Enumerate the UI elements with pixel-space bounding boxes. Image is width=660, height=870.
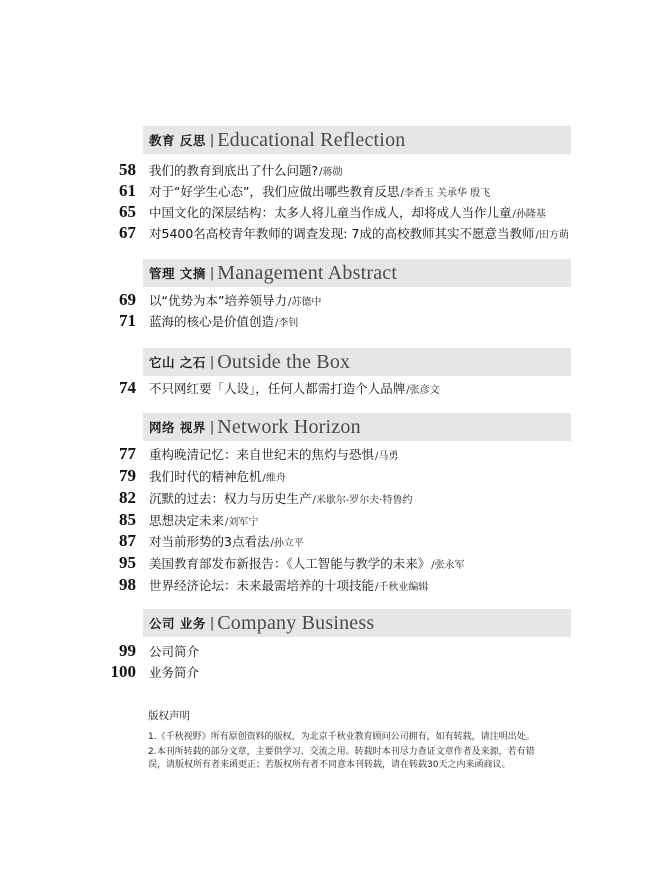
section-header-educational-reflection bbox=[143, 126, 571, 154]
article-title: 思想决定未来 bbox=[149, 513, 225, 528]
article-title: 美国教育部发布新报告：《人工智能与教学的未来》 bbox=[149, 556, 431, 571]
toc-entry[interactable] bbox=[100, 377, 440, 399]
article-title: 重构晚清记忆：来自世纪末的焦灼与恐惧 bbox=[149, 447, 375, 462]
section-header-outside-the-box bbox=[143, 348, 571, 376]
article-author: /米歇尔-罗尔夫·特鲁约 bbox=[312, 494, 413, 506]
article-title: 中国文化的深层结构：太多人将儿童当作成人，却将成人当作儿童 bbox=[149, 205, 512, 220]
article-author: /苏德中 bbox=[287, 296, 322, 308]
page-number: 74 bbox=[119, 378, 136, 397]
toc-entry[interactable] bbox=[100, 289, 321, 311]
page-number: 98 bbox=[119, 575, 136, 594]
article-title: 以“优势为本”培养领导力 bbox=[149, 293, 287, 308]
copyright-title: 版权声明 bbox=[148, 710, 190, 722]
article-title: 公司简介 bbox=[149, 644, 200, 659]
section-header-company-business bbox=[143, 609, 571, 637]
section-header-management-abstract bbox=[143, 259, 571, 287]
toc-entry[interactable] bbox=[100, 443, 398, 465]
article-author: /刘军宁 bbox=[225, 516, 259, 528]
article-title: 蓝海的核心是价值创造 bbox=[149, 314, 275, 329]
section-title-en: Network Horizon bbox=[217, 415, 361, 438]
article-author: /孙隆基 bbox=[512, 208, 546, 220]
copyright-item: 2.本刊所转载的部分文章，主要供学习、交流之用。转载时本刊尽力查证文章作者及来源，若有错误，请版权所有者来函更正；若版权所有者不同意本刊转载，请在转载30天之内来函商议。 bbox=[148, 747, 535, 770]
toc-entry[interactable] bbox=[100, 509, 258, 531]
section-title-cn: 公司 业务 bbox=[149, 616, 206, 631]
page-number: 82 bbox=[119, 488, 136, 507]
page-number: 65 bbox=[119, 202, 136, 221]
article-author: /孙立平 bbox=[270, 537, 304, 549]
article-author: /李香玉 关承华 殷飞 bbox=[400, 187, 491, 199]
page-number: 85 bbox=[119, 510, 136, 529]
toc-entry[interactable] bbox=[100, 222, 569, 244]
page-number: 77 bbox=[119, 444, 136, 463]
article-title: 对5400名高校青年教师的调查发现: 7成的高校教师其实不愿意当教师 bbox=[149, 226, 535, 241]
section-title-en: Educational Reflection bbox=[217, 128, 406, 151]
section-title-cn: 它山 之石 bbox=[149, 355, 206, 370]
page-number: 100 bbox=[110, 662, 136, 681]
toc-entry[interactable] bbox=[100, 159, 343, 181]
article-title: 我们的教育到底出了什么问题? bbox=[149, 163, 319, 178]
toc-entry[interactable] bbox=[100, 661, 199, 683]
page-number: 69 bbox=[119, 290, 136, 309]
page-number: 67 bbox=[119, 223, 136, 242]
toc-entry[interactable] bbox=[100, 180, 490, 202]
toc-entry[interactable] bbox=[100, 487, 412, 509]
toc-entry[interactable] bbox=[100, 465, 286, 487]
toc-entry[interactable] bbox=[100, 530, 304, 552]
divider-bar: | bbox=[209, 615, 215, 631]
article-author: /张永军 bbox=[431, 559, 465, 571]
section-title-en: Outside the Box bbox=[217, 350, 351, 373]
toc-entry[interactable] bbox=[100, 201, 546, 223]
toc-entry[interactable] bbox=[100, 552, 465, 574]
section-title-en: Company Business bbox=[217, 611, 375, 634]
toc-entry[interactable] bbox=[100, 640, 199, 662]
page-number: 99 bbox=[119, 641, 136, 660]
page-number: 79 bbox=[119, 466, 136, 485]
section-title-cn: 管理 文摘 bbox=[149, 266, 206, 281]
divider-bar: | bbox=[209, 354, 215, 370]
copyright-item: 1.《千秋视野》所有原创资料的版权，为北京千秋业教育顾问公司拥有，如有转载，请注明出处。 bbox=[148, 732, 535, 742]
page-number: 61 bbox=[119, 181, 136, 200]
section-title-en: Management Abstract bbox=[217, 261, 398, 284]
article-author: /张彦文 bbox=[406, 384, 440, 396]
page-number: 58 bbox=[119, 160, 136, 179]
divider-bar: | bbox=[209, 419, 215, 435]
page-number: 71 bbox=[119, 311, 136, 330]
article-title: 我们时代的精神危机 bbox=[149, 469, 262, 484]
toc-entry[interactable] bbox=[100, 574, 428, 596]
page-number: 87 bbox=[119, 531, 136, 550]
article-title: 沉默的过去：权力与历史生产 bbox=[149, 491, 312, 506]
article-author: /马勇 bbox=[375, 450, 399, 462]
article-author: /维舟 bbox=[262, 472, 286, 484]
article-title: 对于“好学生心态”，我们应做出哪些教育反思 bbox=[149, 184, 400, 199]
copyright-notice bbox=[148, 708, 540, 774]
article-title: 业务简介 bbox=[149, 665, 200, 680]
article-title: 对当前形势的3点看法 bbox=[149, 534, 270, 549]
article-author: /田方萌 bbox=[535, 229, 569, 241]
divider-bar: | bbox=[209, 265, 215, 281]
page-number: 95 bbox=[119, 553, 136, 572]
section-title-cn: 网络 视界 bbox=[149, 420, 206, 435]
section-title-cn: 教育 反思 bbox=[149, 133, 206, 148]
article-title: 不只网红要「人设」，任何人都需打造个人品牌 bbox=[149, 381, 406, 396]
section-header-network-horizon bbox=[143, 413, 571, 441]
divider-bar: | bbox=[209, 132, 215, 148]
article-title: 世界经济论坛：未来最需培养的十项技能 bbox=[149, 578, 375, 593]
toc-entry[interactable] bbox=[100, 310, 298, 332]
article-author: /千秋业编辑 bbox=[375, 581, 429, 593]
article-author: /蒋勋 bbox=[319, 166, 343, 178]
article-author: /李钊 bbox=[275, 317, 299, 329]
